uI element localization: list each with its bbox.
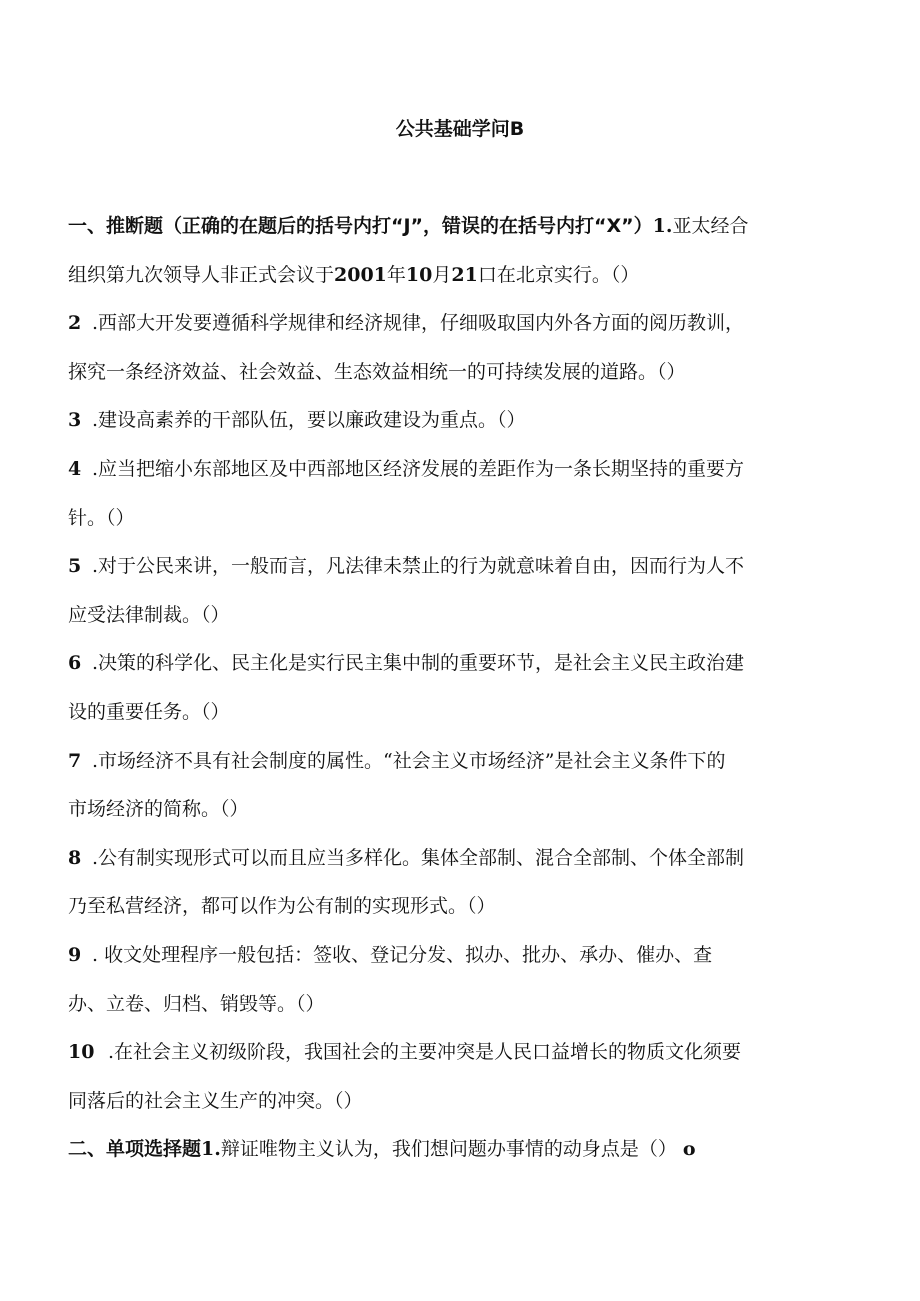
question-10-line1 bbox=[68, 1028, 838, 1077]
question-6-text: .决策的科学化、民主化是实行民主集中制的重要环节，是社会主义民主政治建 bbox=[92, 652, 745, 675]
question-10-text-cont: 同落后的社会主义生产的冲突。（） bbox=[68, 1089, 363, 1112]
question-5-number: 5 bbox=[68, 555, 82, 578]
question-6-text-cont: 设的重要任务。（） bbox=[68, 700, 230, 723]
section1-heading-line bbox=[68, 202, 838, 251]
question-1-number: 1. bbox=[652, 215, 673, 237]
question-2-line2 bbox=[68, 348, 838, 397]
question-8-line1 bbox=[68, 834, 838, 883]
question-2-line1 bbox=[68, 299, 838, 348]
question-3-number: 3 bbox=[68, 409, 82, 432]
question-1-text-part2: 组织第九次领导人非正式会议于 bbox=[68, 263, 335, 286]
question-8-text: .公有制实现形式可以而且应当多样化。集体全部制、混合全部制、个体全部制 bbox=[92, 846, 745, 869]
question-4-text-cont: 针。（） bbox=[68, 506, 135, 529]
question-2-text: .西部大开发要遵循科学规律和经济规律，仔细吸取国内外各方面的阅历教训， bbox=[92, 312, 745, 335]
section2-heading: 二、单项选择题 bbox=[68, 1138, 202, 1161]
question-9-text: . 收文处理程序一般包括：签收、登记分发、拟办、批办、承办、催办、查 bbox=[92, 943, 713, 966]
question-5-text: .对于公民来讲，一般而言，凡法律未禁止的行为就意味着自由，因而行为人不 bbox=[92, 555, 745, 578]
section2-question-1-tail: o bbox=[682, 1138, 696, 1161]
question-7-number: 7 bbox=[68, 749, 82, 772]
question-4-number: 4 bbox=[68, 457, 82, 480]
section1-heading: 一、推断题（正确的在题后的括号内打“J”，错误的在括号内打“X”） bbox=[68, 215, 653, 237]
document-body bbox=[68, 202, 838, 1174]
question-2-text-cont: 探究一条经济效益、社会效益、生态效益相统一的可持续发展的道路。（） bbox=[68, 360, 686, 383]
question-6-line1 bbox=[68, 639, 838, 688]
question-3-text: .建设高素养的干部队伍，要以廉政建设为重点。（） bbox=[92, 409, 526, 432]
question-1-day: 21 bbox=[451, 263, 478, 286]
question-8-line2 bbox=[68, 882, 838, 931]
question-4-line2 bbox=[68, 494, 838, 543]
document-title: 公共基础学问B bbox=[395, 118, 525, 140]
question-10-number: 10 bbox=[68, 1041, 95, 1064]
question-5-line1 bbox=[68, 542, 838, 591]
question-3-line1 bbox=[68, 396, 838, 445]
question-7-text: .市场经济不具有社会制度的属性。“社会主义市场经济”是社会主义条件下的 bbox=[92, 749, 726, 772]
question-2-number: 2 bbox=[68, 312, 82, 335]
question-4-line1 bbox=[68, 445, 838, 494]
section2-question-1-text: 辩证唯物主义认为，我们想问题办事情的动身点是（） bbox=[220, 1138, 677, 1161]
question-6-number: 6 bbox=[68, 652, 82, 675]
question-5-line2 bbox=[68, 591, 838, 640]
question-1-year-char: 年 bbox=[386, 263, 406, 286]
question-9-text-cont: 办、立卷、归档、销毁等。（） bbox=[68, 992, 325, 1015]
question-9-number: 9 bbox=[68, 943, 82, 966]
question-1-line2 bbox=[68, 251, 838, 300]
question-7-line2 bbox=[68, 785, 838, 834]
question-7-text-cont: 市场经济的简称。（） bbox=[68, 798, 249, 821]
question-7-line1 bbox=[68, 737, 838, 786]
section2-question-1-number: 1. bbox=[201, 1138, 221, 1161]
question-6-line2 bbox=[68, 688, 838, 737]
question-1-month-char: 月 bbox=[432, 263, 452, 286]
question-8-text-cont: 乃至私营经济，都可以作为公有制的实现形式。（） bbox=[68, 895, 496, 918]
question-5-text-cont: 应受法律制裁。（） bbox=[68, 603, 230, 626]
question-1-text-part1: 亚太经合 bbox=[672, 215, 749, 237]
section2-heading-line bbox=[68, 1125, 838, 1174]
question-1-text-part3: 口在北京实行。（） bbox=[477, 263, 640, 286]
question-10-line2 bbox=[68, 1077, 838, 1126]
question-10-text: .在社会主义初级阶段，我国社会的主要冲突是人民口益增长的物质文化须要 bbox=[108, 1041, 742, 1064]
question-1-year: 2001 bbox=[334, 263, 387, 286]
question-9-line1 bbox=[68, 931, 838, 980]
question-4-text: .应当把缩小东部地区及中西部地区经济发展的差距作为一条长期坚持的重要方 bbox=[92, 457, 745, 480]
question-8-number: 8 bbox=[68, 846, 82, 869]
question-9-line2 bbox=[68, 980, 838, 1029]
question-1-month: 10 bbox=[405, 263, 433, 286]
